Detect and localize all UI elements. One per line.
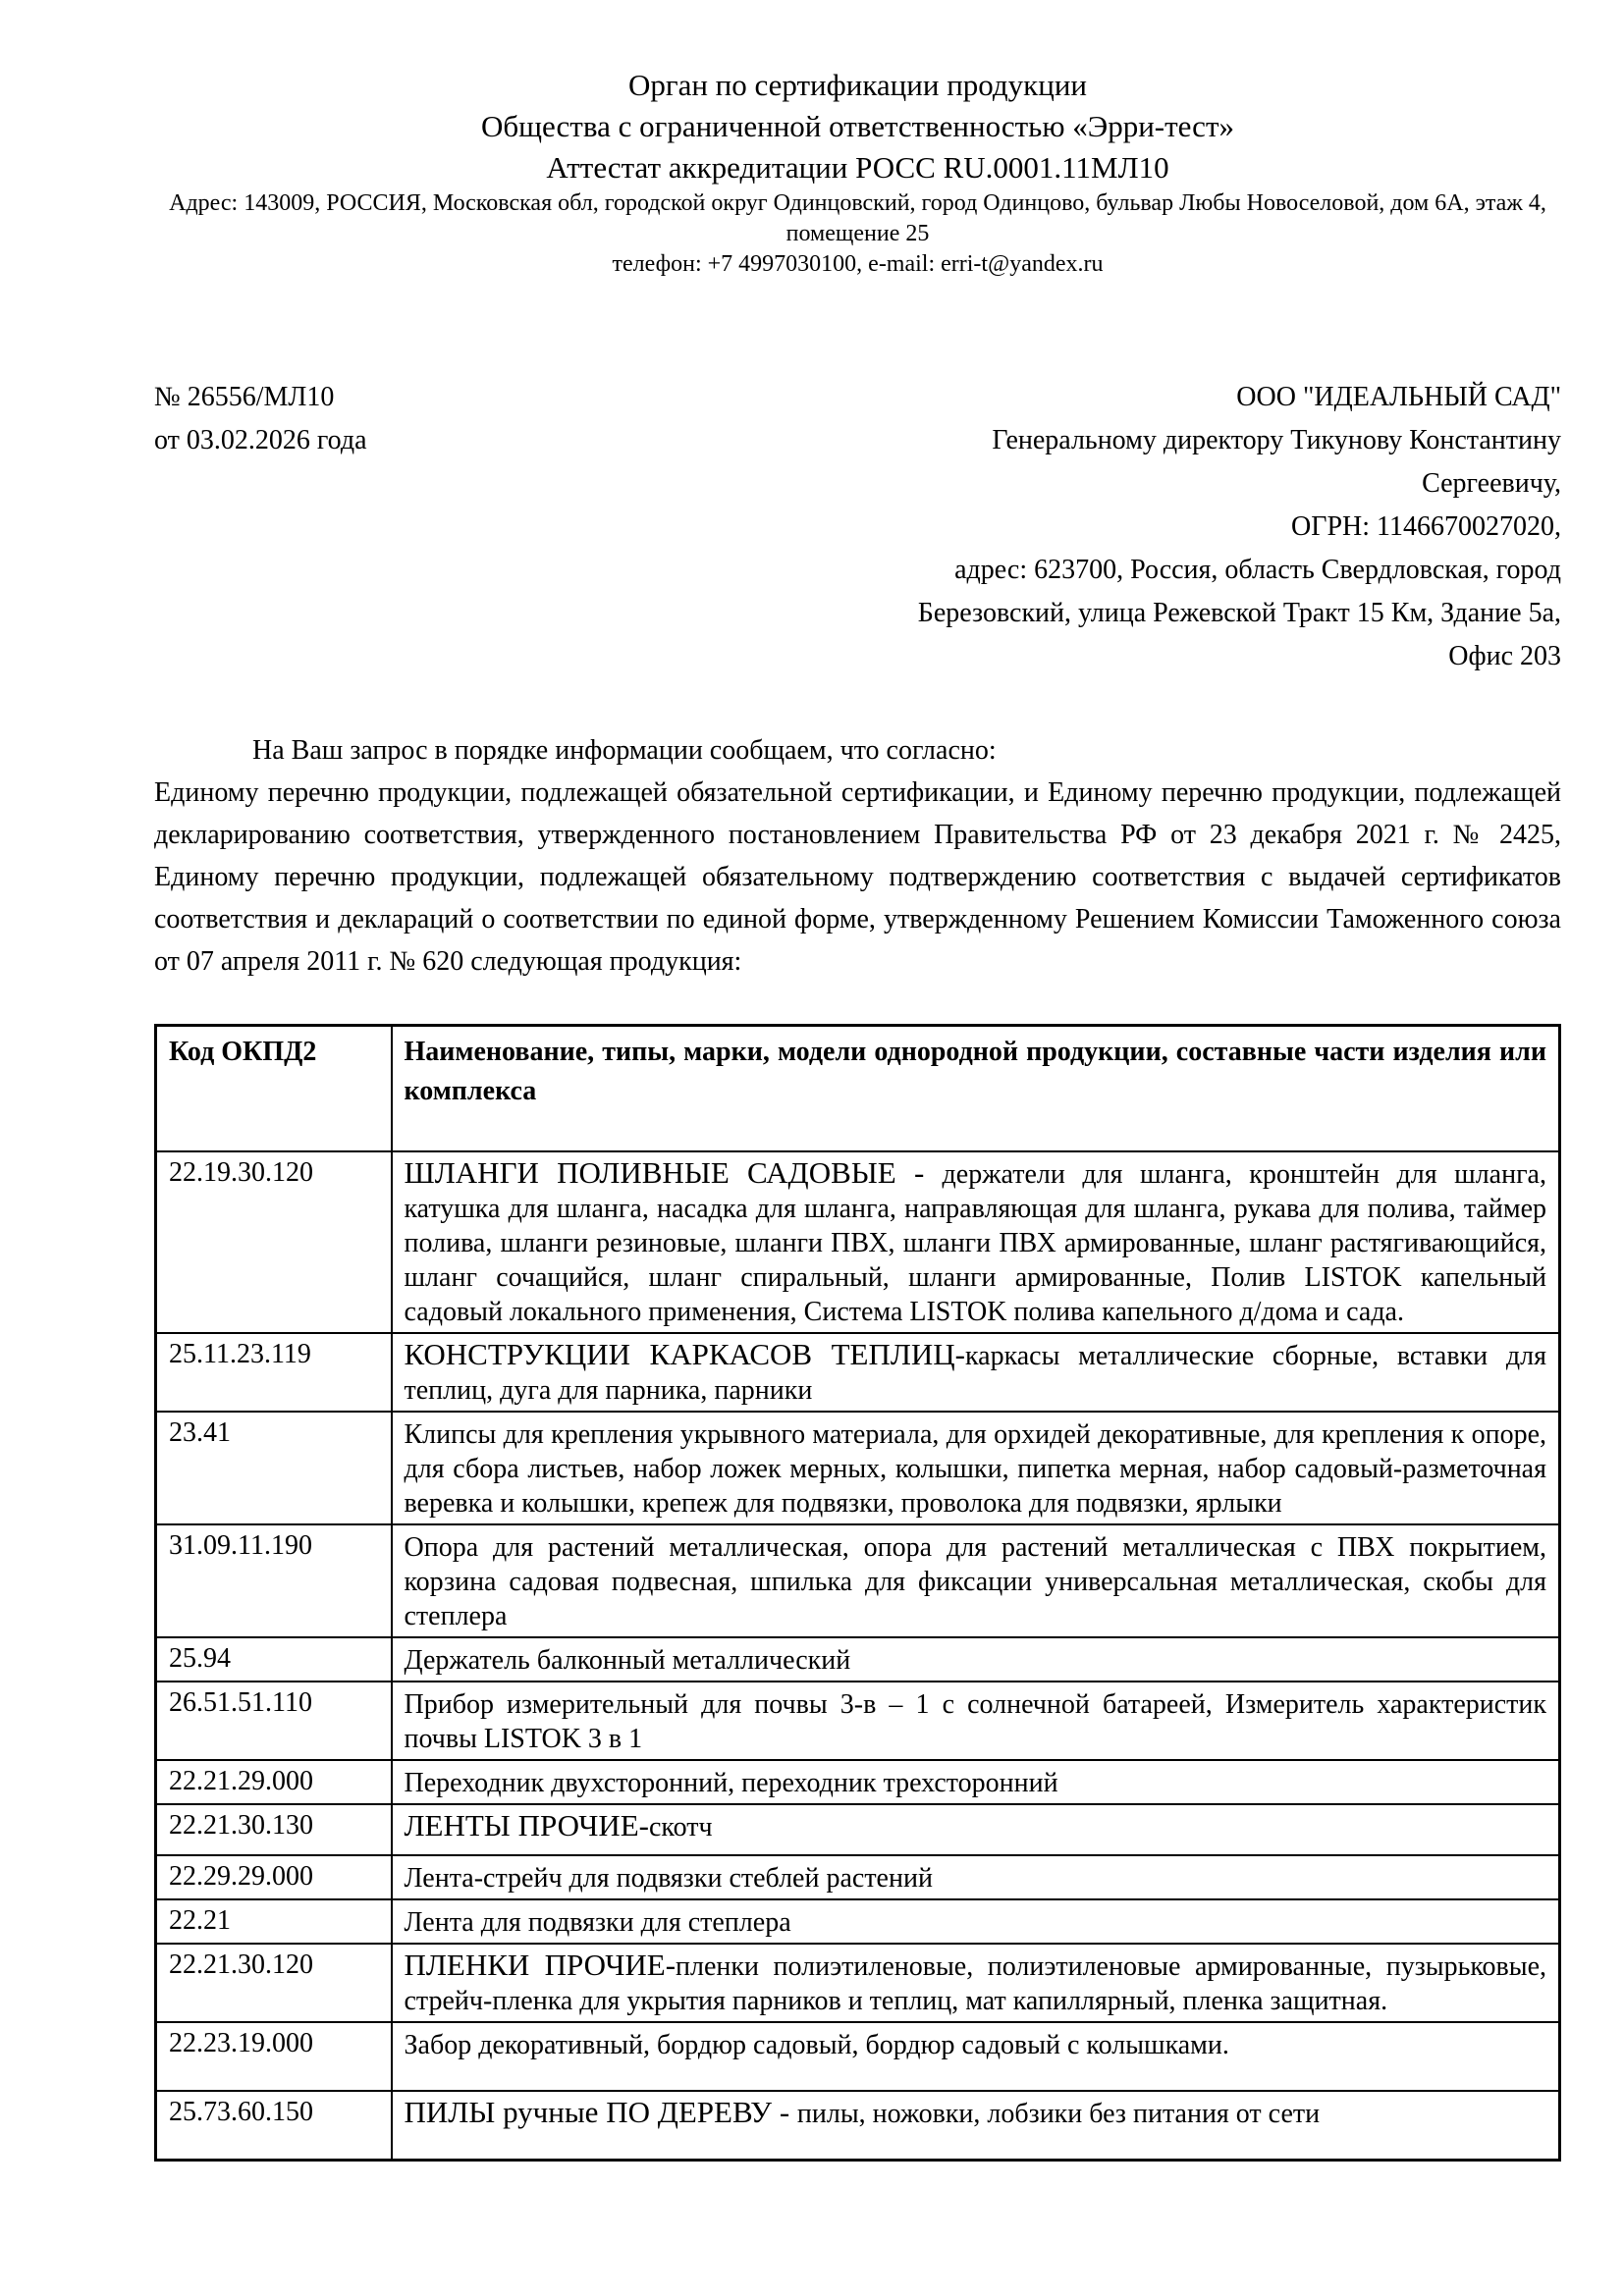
product-details: держатели для шланга, кронштейн для шланга, катушка для шланга, насадка для шланга, направляющая для шланга, рукава для полива, таймер полива, шланги резиновые, шланги ПВХ, шланги ПВХ армированные, шланг растягивающийся, шланг сочащийся, шланг спиральный, шланги армированные, Полив LISTOK капельный садовый локального применения, Система LISTOK полива капельного д/дома и сада. (404, 1159, 1546, 1327)
letter-date: от 03.02.2026 года (154, 425, 367, 455)
letterhead-address-line2: помещение 25 (785, 221, 930, 246)
product-details: пленки полиэтиленовые, полиэтиленовые армированные, пузырьковые, стрейч-пленка для укрытия парников и теплиц, мат капиллярный, пленка защитная. (404, 1951, 1547, 2016)
product-details: Прибор измерительный для почвы 3-в – 1 с солнечной батареей, Измеритель характеристик почвы LISTOK 3 в 1 (404, 1689, 1546, 1754)
product-details: каркасы металлические сборные, вставки для теплиц, дуга для парника, парники (404, 1341, 1546, 1406)
reference-and-recipient (154, 376, 1561, 678)
table-row (156, 1760, 1560, 1804)
product-details: Лента-стрейч для подвязки стеблей растений (404, 1863, 933, 1894)
recipient-line: Офис 203 (1448, 641, 1561, 671)
product-details: Переходник двухсторонний, переходник трехсторонний (404, 1768, 1058, 1798)
product-category: ШЛАНГИ ПОЛИВНЫЕ САДОВЫЕ - (404, 1155, 943, 1190)
product-description (392, 1855, 1560, 1899)
table-row (156, 1944, 1560, 2022)
okpd2-code: 22.21.30.130 (156, 1804, 392, 1855)
letterhead-address-line1: Адрес: 143009, РОССИЯ, Московская обл, городской округ Одинцовский, город Одинцово, бульвар Любы Новоселовой, дом 6А, этаж 4, (169, 190, 1546, 216)
intro-line: На Ваш запрос в порядке информации сообщаем, что согласно: (252, 735, 997, 766)
table-row (156, 1333, 1560, 1412)
reference-block (154, 376, 367, 462)
product-description (392, 1524, 1560, 1637)
table-row (156, 1804, 1560, 1855)
product-details: пилы, ножовки, лобзики без питания от сети (796, 2099, 1321, 2129)
product-details: Забор декоративный, бордюр садовый, бордюр садовый с колышками. (404, 2030, 1229, 2060)
product-description (392, 1944, 1560, 2022)
recipient-line: Березовский, улица Режевской Тракт 15 Км, Здание 5а, (917, 598, 1561, 628)
letterhead (154, 65, 1561, 280)
body-paragraph: Единому перечню продукции, подлежащей обязательной сертификации, и Единому перечню продукции, подлежащей декларированию соответствия, утвержденного постановлением Правительства РФ от 23 декабря 2021 г. № 2425, Единому перечню продукции, подлежащей обязательному подтверждению соответствия с выдачей сертификатов соответствия и деклараций о соответствии по единой форме, утвержденному Решением Комиссии Таможенного союза от 07 апреля 2011 г. № 620 следующая продукция: (154, 777, 1561, 977)
table-header-code: Код ОКПД2 (156, 1026, 392, 1152)
product-description (392, 1804, 1560, 1855)
okpd2-code: 25.94 (156, 1637, 392, 1682)
product-description (392, 1333, 1560, 1412)
product-details: Опора для растений металлическая, опора для растений металлическая с ПВХ покрытием, корзина садовая подвесная, шпилька для фиксации универсальная металлическая, скобы для степлера (404, 1532, 1546, 1631)
okpd2-code: 25.73.60.150 (156, 2091, 392, 2161)
product-description (392, 1760, 1560, 1804)
letterhead-accreditation: Аттестат аккредитации РОСС RU.0001.11МЛ10 (546, 150, 1169, 185)
product-details: Лента для подвязки для степлера (404, 1907, 791, 1938)
product-description (392, 1899, 1560, 1944)
table-row (156, 2022, 1560, 2091)
okpd2-code: 22.21.30.120 (156, 1944, 392, 2022)
okpd2-code: 25.11.23.119 (156, 1333, 392, 1412)
products-table (154, 1024, 1561, 2162)
table-header-row (156, 1026, 1560, 1152)
okpd2-code: 31.09.11.190 (156, 1524, 392, 1637)
product-description (392, 2091, 1560, 2161)
okpd2-code: 22.23.19.000 (156, 2022, 392, 2091)
recipient-line: ООО "ИДЕАЛЬНЫЙ САД" (1236, 382, 1561, 412)
product-description (392, 1151, 1560, 1333)
table-row (156, 1151, 1560, 1333)
product-category: ЛЕНТЫ ПРОЧИЕ- (404, 1808, 649, 1842)
product-description (392, 1682, 1560, 1760)
table-row (156, 1524, 1560, 1637)
okpd2-code: 22.19.30.120 (156, 1151, 392, 1333)
recipient-line: Сергеевичу, (1422, 468, 1561, 499)
recipient-block (918, 376, 1561, 678)
table-row (156, 1855, 1560, 1899)
table-row (156, 1412, 1560, 1524)
product-description (392, 2022, 1560, 2091)
product-details: Держатель балконный металлический (404, 1645, 851, 1676)
recipient-line: ОГРН: 1146670027020, (1291, 511, 1561, 542)
product-category: КОНСТРУКЦИИ КАРКАСОВ ТЕПЛИЦ- (404, 1337, 965, 1371)
okpd2-code: 26.51.51.110 (156, 1682, 392, 1760)
product-category: ПЛЕНКИ ПРОЧИЕ- (404, 1948, 677, 1982)
table-row (156, 2091, 1560, 2161)
recipient-line: Генеральному директору Тикунову Константину (992, 425, 1561, 455)
product-details: скотч (648, 1812, 713, 1842)
okpd2-code: 23.41 (156, 1412, 392, 1524)
letter-number: № 26556/МЛ10 (154, 382, 335, 412)
table-row (156, 1899, 1560, 1944)
letterhead-contacts: телефон: +7 4997030100, e-mail: erri-t@yandex.ru (612, 251, 1104, 277)
letterhead-org-type: Орган по сертификации продукции (627, 68, 1087, 102)
letterhead-org-name: Общества с ограниченной ответственностью «Эрри-тест» (480, 109, 1234, 143)
recipient-line: адрес: 623700, Россия, область Свердловская, город (954, 555, 1561, 585)
product-category: ПИЛЫ ручные ПО ДЕРЕВУ - (404, 2095, 797, 2129)
product-description (392, 1412, 1560, 1524)
okpd2-code: 22.29.29.000 (156, 1855, 392, 1899)
okpd2-code: 22.21.29.000 (156, 1760, 392, 1804)
product-description (392, 1637, 1560, 1682)
table-header-name: Наименование, типы, марки, модели однородной продукции, составные части изделия или комплекса (392, 1026, 1560, 1152)
table-row (156, 1637, 1560, 1682)
table-row (156, 1682, 1560, 1760)
okpd2-code: 22.21 (156, 1899, 392, 1944)
product-details: Клипсы для крепления укрывного материала, для орхидей декоративные, для крепления к опоре, для сбора листьев, набор ложек мерных, колышки, пипетка мерная, набор садовый-разметочная веревка и колышки, крепеж для подвязки, проволока для подвязки, ярлыки (404, 1419, 1546, 1519)
